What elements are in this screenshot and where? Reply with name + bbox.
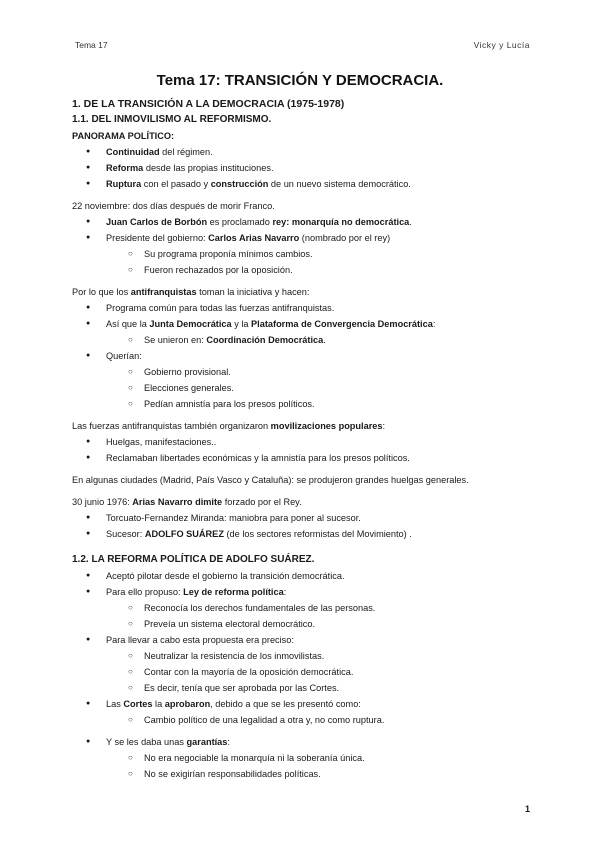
sub-list-item: ○ No se exigirían responsabilidades políticas. [72,766,542,782]
panorama-heading: PANORAMA POLÍTICO: [72,131,175,141]
paragraph-huelgas: En algunas ciudades (Madrid, País Vasco y Cataluña): se produjeron grandes huelgas generales. [72,475,469,485]
list-item: ● Reclamaban libertades económicas y la amnistía para los presos políticos. [72,450,542,466]
document-title: Tema 17: TRANSICIÓN Y DEMOCRACIA. [156,72,444,89]
sub-list-item: ○ Reconocía los derechos fundamentales de las personas. [72,600,542,616]
paragraph-movilizaciones: Las fuerzas antifranquistas también organizaron movilizaciones populares: [72,421,386,431]
list-item: ● Ruptura con el pasado y construcción de un nuevo sistema democrático. [72,176,542,192]
list-item: ● Juan Carlos de Borbón es proclamado rey: monarquía no democrática. [72,214,542,230]
paragraph-antifranquistas: Por lo que los antifranquistas toman la iniciativa y hacen: [72,287,310,297]
list-item: ● Huelgas, manifestaciones.. [72,434,542,450]
sub-list-item: ○ Neutralizar la resistencia de los inmovilistas. [72,648,542,664]
list-item: ● Reforma desde las propias instituciones. [72,160,542,176]
list-item: ● Torcuato-Fernandez Miranda: maniobra para poner al sucesor. [72,510,542,526]
page-number: 1 [524,804,530,814]
antifranquistas-list [72,300,542,412]
panorama-list [72,144,542,192]
document-body [72,96,542,782]
list-item: ● Para llevar a cabo esta propuesta era preciso: [72,632,542,648]
reforma-list [72,568,542,728]
header-left: Tema 17 [75,40,108,50]
list-item: ● Las Cortes la aprobaron, debido a que se les presentó como: [72,696,542,712]
list-item: ● Continuidad del régimen. [72,144,542,160]
list-item: ● Presidente del gobierno: Carlos Arias Navarro (nombrado por el rey) [72,230,542,246]
june-list [72,510,542,542]
list-item: ● Programa común para todas las fuerzas antifranquistas. [72,300,542,316]
garantias-list [72,734,542,782]
sub-list-item: ○ Se unieron en: Coordinación Democrática. [72,332,542,348]
sub-list-item: ○ Contar con la mayoría de la oposición democrática. [72,664,542,680]
sub-list-item: ○ Preveía un sistema electoral democrático. [72,616,542,632]
list-item: ● Sucesor: ADOLFO SUÁREZ (de los sectores reformistas del Movimiento) . [72,526,542,542]
section-heading-1: 1. DE LA TRANSICIÓN A LA DEMOCRACIA (1975-1978) [72,98,345,110]
november-list [72,214,542,278]
list-item: ● Y se les daba unas garantías: [72,734,542,750]
paragraph-november: 22 noviembre: dos días después de morir Franco. [72,201,275,211]
subsection-heading-1-2: 1.2. LA REFORMA POLÍTICA DE ADOLFO SUÁREZ. [72,554,315,565]
list-item: ● Así que la Junta Democrática y la Plataforma de Convergencia Democrática: [72,316,542,332]
header-right: Vicky y Lucía [473,40,530,50]
sub-list-item: ○ Elecciones generales. [72,380,542,396]
list-item: ● Aceptó pilotar desde el gobierno la transición democrática. [72,568,542,584]
list-item: ● Querían: [72,348,542,364]
sub-list-item: ○ Su programa proponía mínimos cambios. [72,246,542,262]
sub-list-item: ○ Es decir, tenía que ser aprobada por las Cortes. [72,680,542,696]
subsection-heading-1-1: 1.1. DEL INMOVILISMO AL REFORMISMO. [72,114,272,125]
sub-list-item: ○ Fueron rechazados por la oposición. [72,262,542,278]
paragraph-june: 30 junio 1976: Arias Navarro dimite forzado por el Rey. [72,497,302,507]
sub-list-item: ○ Gobierno provisional. [72,364,542,380]
sub-list-item: ○ Pedían amnistía para los presos políticos. [72,396,542,412]
sub-list-item: ○ Cambio político de una legalidad a otra y, no como ruptura. [72,712,542,728]
movilizaciones-list [72,434,542,466]
list-item: ● Para ello propuso: Ley de reforma política: [72,584,542,600]
sub-list-item: ○ No era negociable la monarquía ni la soberanía única. [72,750,542,766]
